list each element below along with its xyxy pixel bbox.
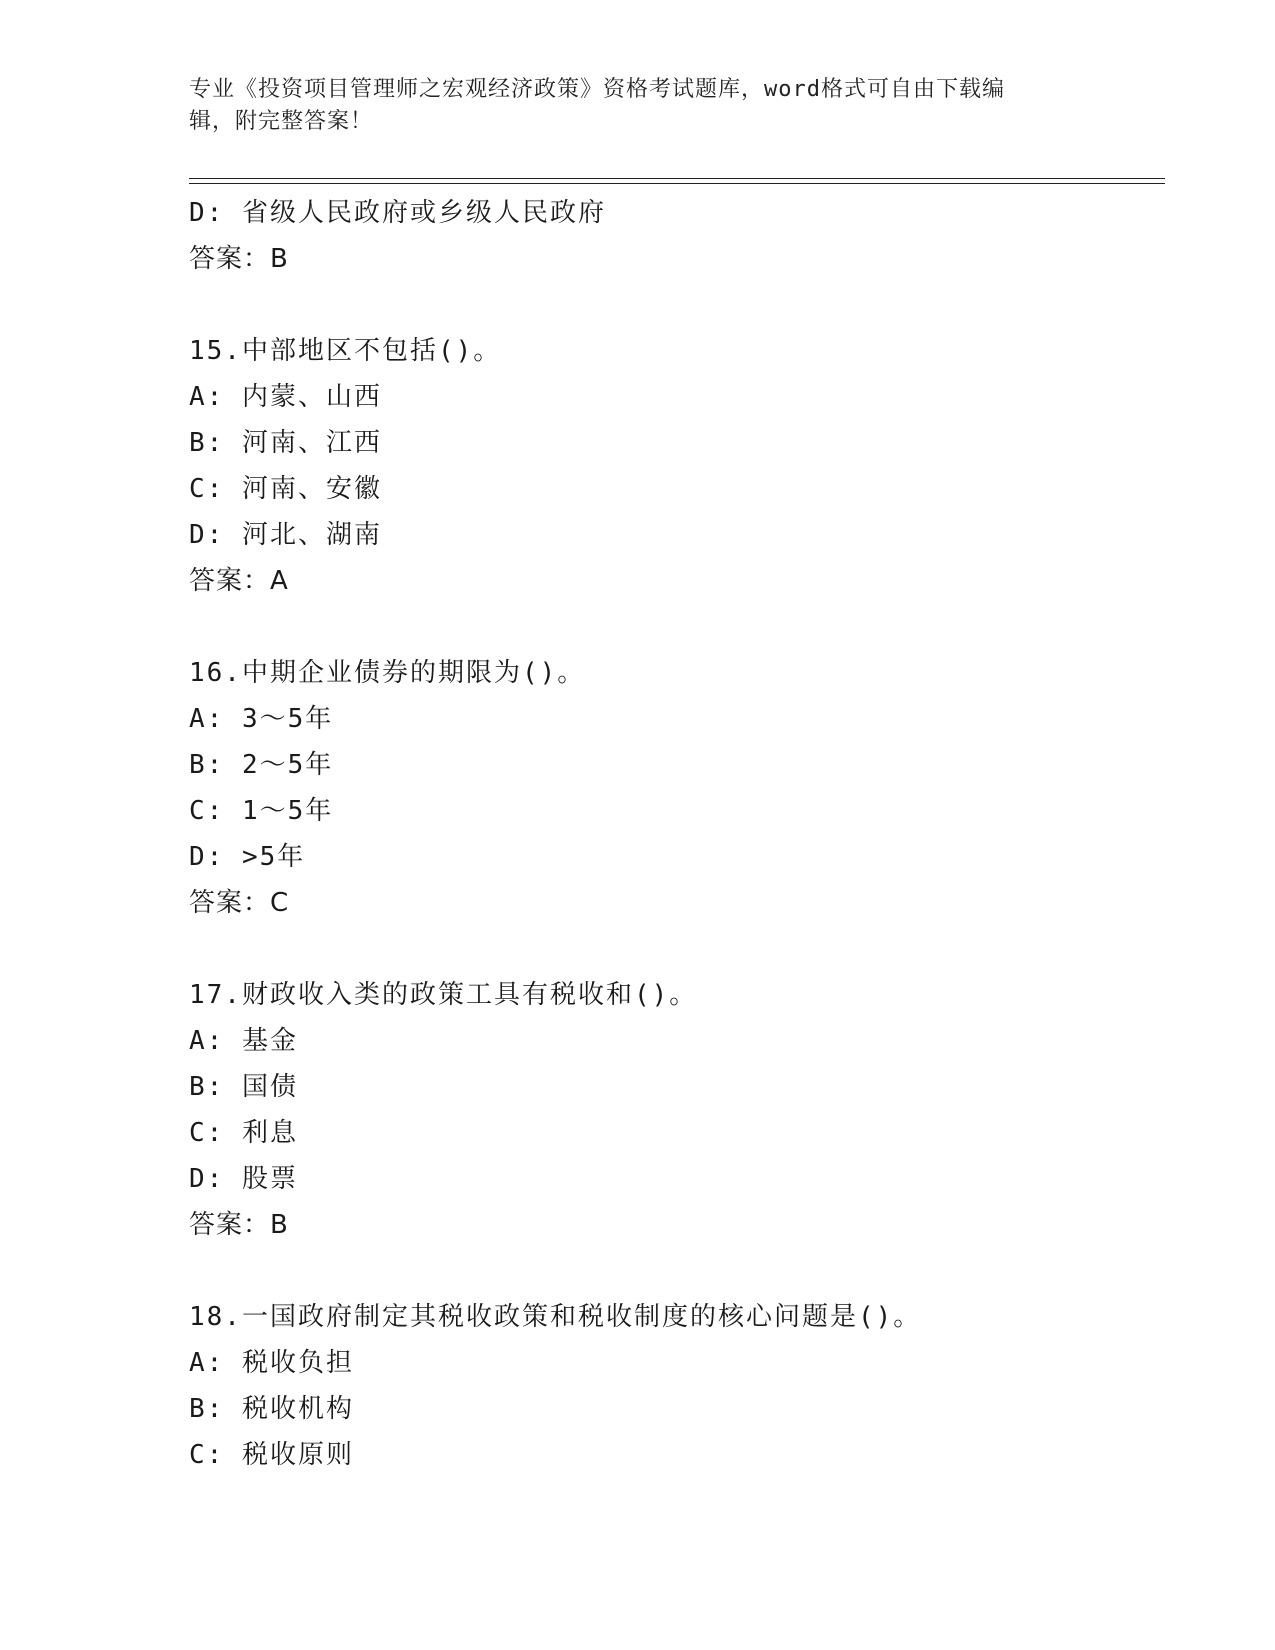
option-b: B: 2～5年 (189, 750, 334, 780)
spacer (189, 926, 1165, 972)
option-d: D: >5年 (189, 842, 306, 872)
question-stem: 18.一国政府制定其税收政策和税收制度的核心问题是()。 (189, 1302, 922, 1332)
spacer (189, 1248, 1165, 1294)
header-line-2: 辑，附完整答案！ (189, 109, 374, 134)
option-b: B: 河南、江西 (189, 428, 382, 458)
option-c: C: 税收原则 (189, 1440, 354, 1470)
header-rule-bottom (189, 183, 1165, 184)
answer: 答案：A (189, 566, 289, 596)
question-16 (189, 650, 1165, 926)
option-c: C: 1～5年 (189, 796, 334, 826)
option-a: A: 税收负担 (189, 1348, 354, 1378)
option-b: B: 税收机构 (189, 1394, 354, 1424)
option-c: C: 河南、安徽 (189, 474, 382, 504)
option-a: A: 内蒙、山西 (189, 382, 382, 412)
header-rule-top (189, 178, 1165, 179)
answer: 答案：B (189, 1210, 289, 1240)
option-d: D: 河北、湖南 (189, 520, 382, 550)
option-a: A: 3～5年 (189, 704, 334, 734)
spacer (189, 282, 1165, 328)
prev-answer: 答案：B (189, 244, 289, 274)
document-header (189, 74, 1089, 138)
option-a: A: 基金 (189, 1026, 298, 1056)
header-line-1: 专业《投资项目管理师之宏观经济政策》资格考试题库，word格式可自由下载编 (189, 77, 1005, 102)
question-17 (189, 972, 1165, 1248)
question-stem: 15.中部地区不包括()。 (189, 336, 502, 366)
option-b: B: 国债 (189, 1072, 298, 1102)
prev-option-d: D: 省级人民政府或乡级人民政府 (189, 198, 606, 228)
spacer (189, 604, 1165, 650)
question-stem: 17.财政收入类的政策工具有税收和()。 (189, 980, 698, 1010)
question-18 (189, 1294, 1165, 1478)
option-c: C: 利息 (189, 1118, 298, 1148)
answer: 答案：C (189, 888, 290, 918)
question-stem: 16.中期企业债券的期限为()。 (189, 658, 586, 688)
question-list (189, 190, 1165, 1478)
question-15 (189, 328, 1165, 604)
option-d: D: 股票 (189, 1164, 298, 1194)
